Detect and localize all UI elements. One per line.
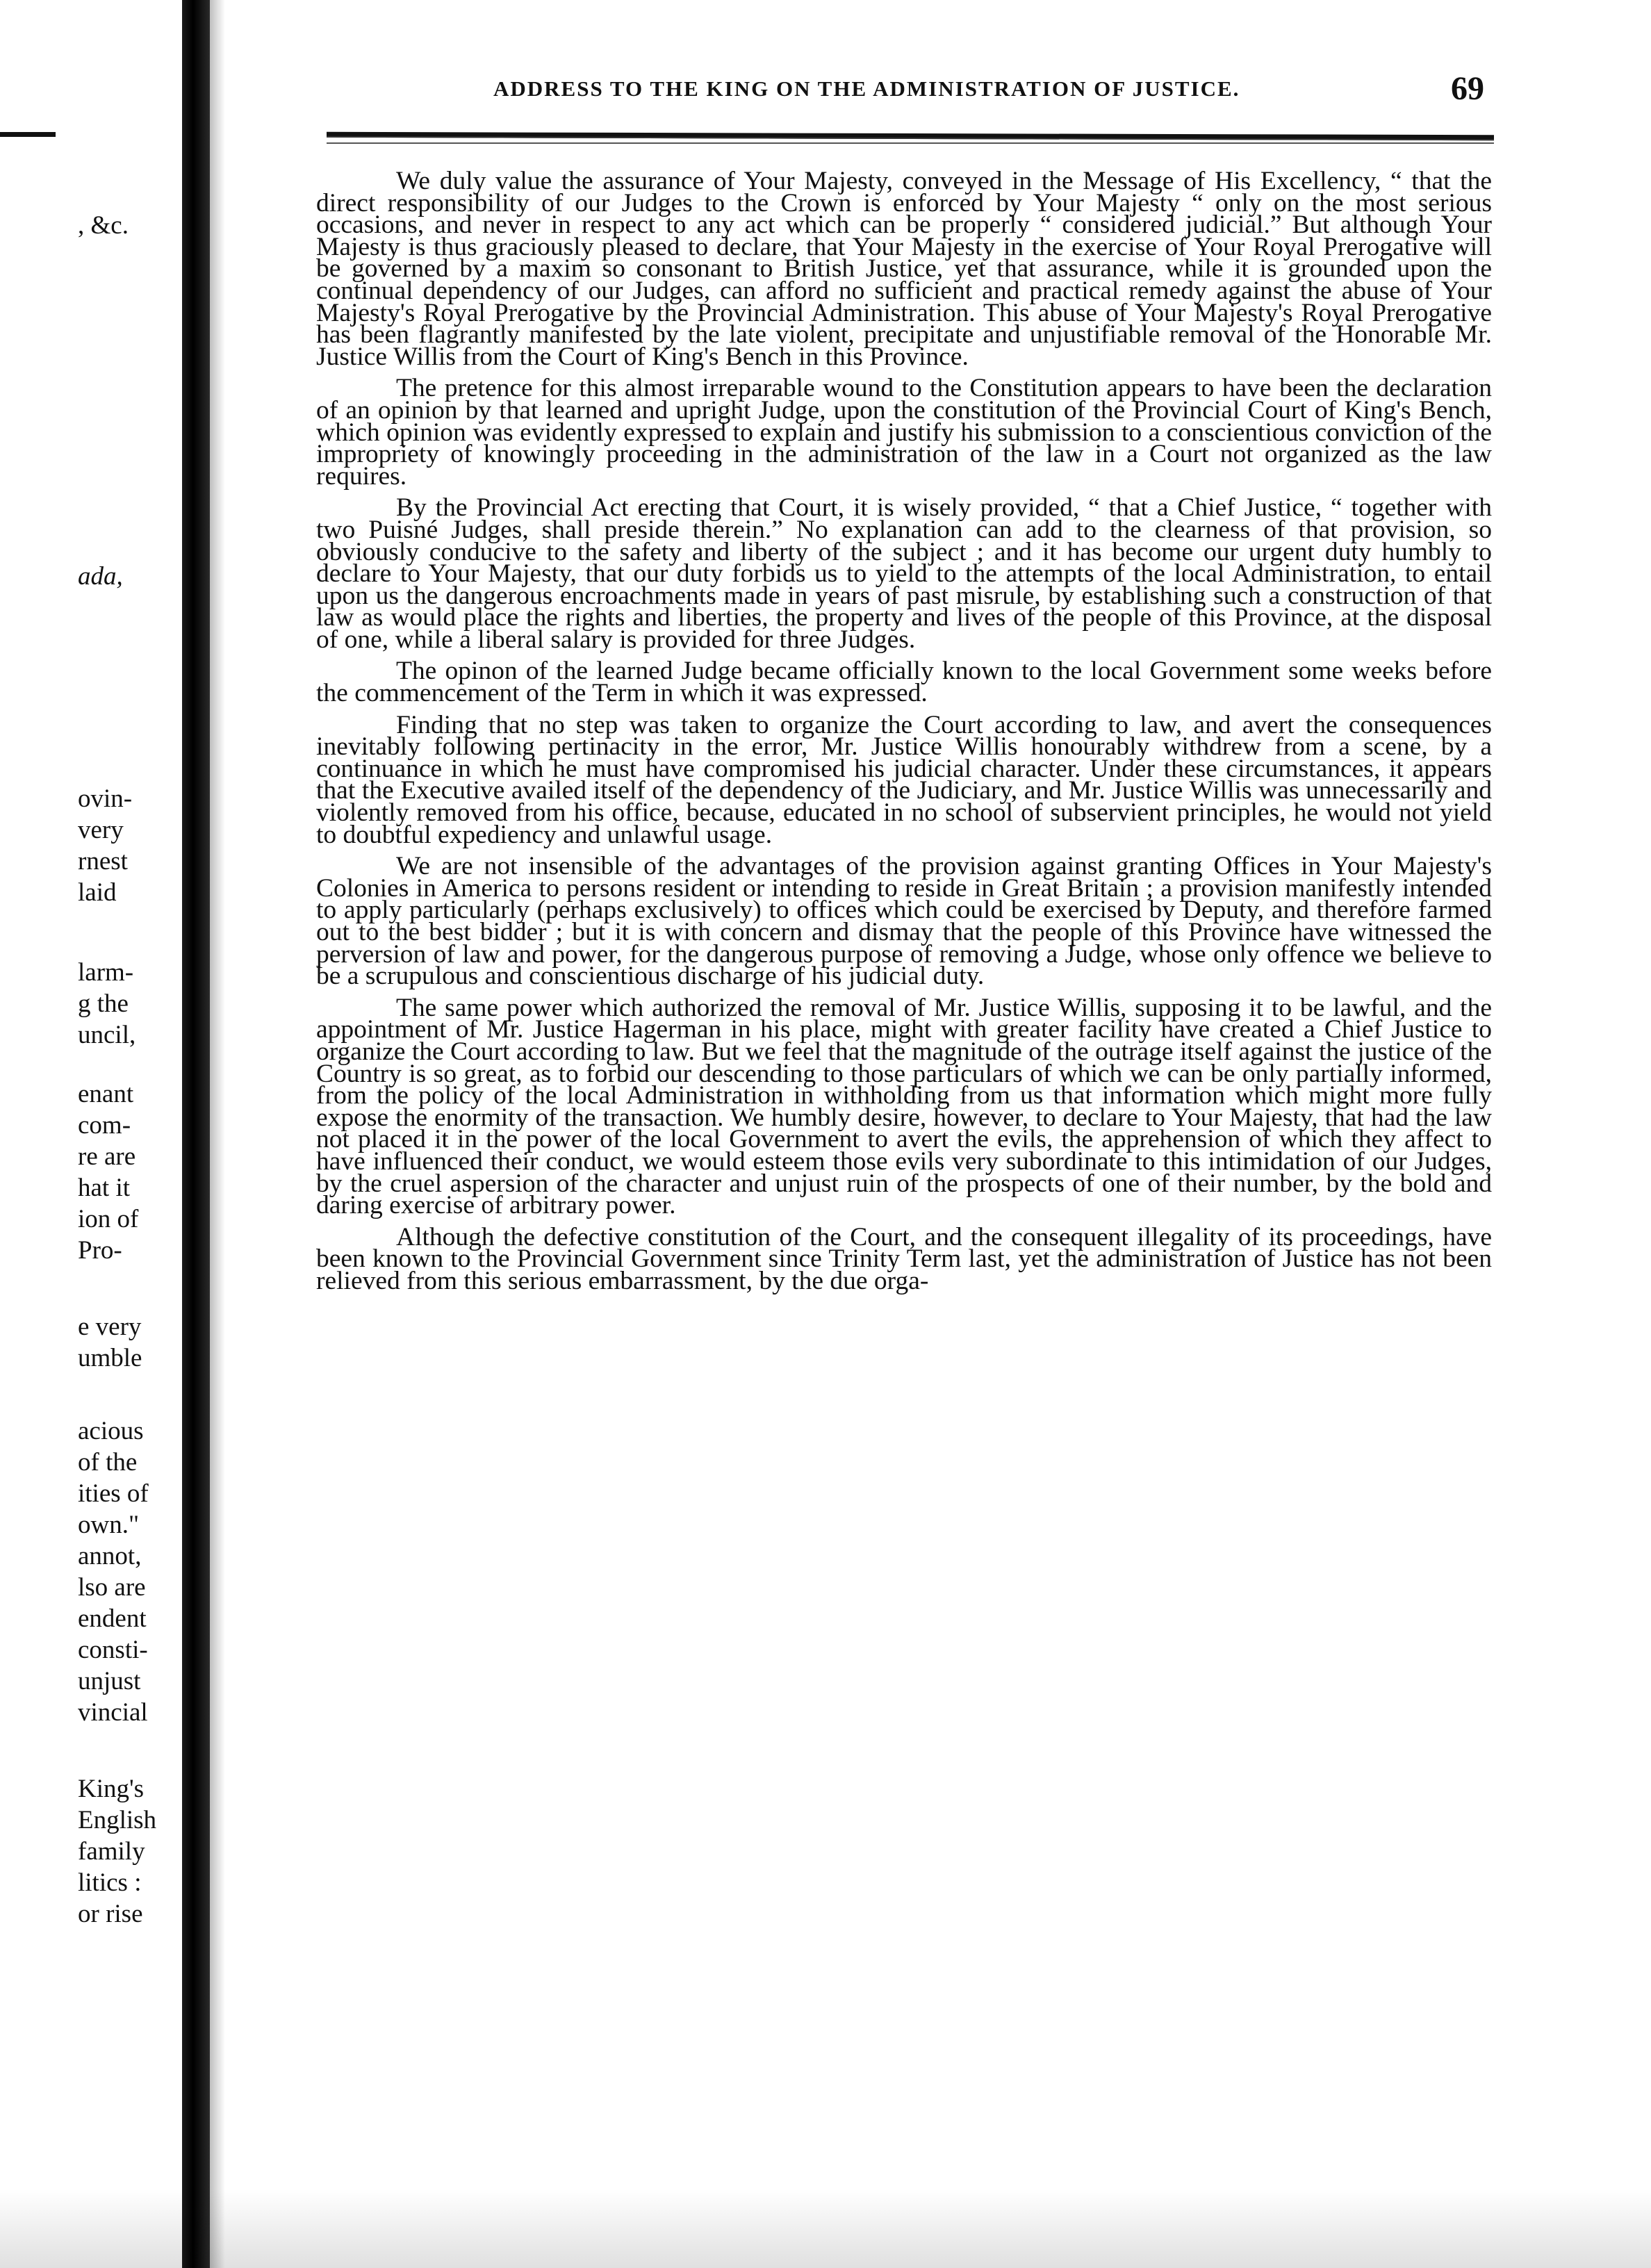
header-rule (327, 132, 1494, 140)
paragraph-7: The same power which authorized the removal of Mr. Justice Willis, supposing it to be lawful, and the appointment of Mr. Justice Hagerman in his place, might with greater facility have created a Chief Justice to organize the Court according to law. But we feel that the magnitude of the outrage itself against the justice of the Country is so great, as to forbid our descending to those particulars of which we can be only partially informed, from the policy of the local Administration in withholding from us that information which might more fully expose the enormity of the transaction. We humbly desire, however, to declare to Your Majesty, that had the law not placed it in the power of the local Government to avert the evils, the apprehension of which they affect to have influenced their conduct, we would esteem those evils very subordinate to this intimidation of our Judges, by the cruel aspersion of the character and unjust ruin of the prospects of one of their number, by the bold and daring exercise of arbitrary power. (316, 993, 1492, 1220)
facing-page-line: litics : (78, 1868, 142, 1897)
paragraph-4: The opinon of the learned Judge became officially known to the local Government some weeks before the commencement of the Term in which it was expressed. (316, 657, 1492, 708)
facing-page-line: own." (78, 1511, 140, 1539)
document-page (229, 0, 1651, 2268)
paragraph-1: We duly value the assurance of Your Majesty, conveyed in the Message of His Excellency, “ that the direct responsibility of our Judges to the Crown is enforced by Your Majesty “ only on the most serious occasions, and never in respect to any act which can be properly “ considered judicial.” But although Your Majesty is thus graciously pleased to declare, that Your Majesty in the exercise of Your Royal Prerogative will be governed by a maxim so consonant to British Justice, yet that assurance, while it is grounded upon the continual dependency of our Judges, can afford no sufficient and practical remedy against the abuse of Your Majesty's Royal Prerogative by the Provincial Administration. This abuse of Your Majesty's Royal Prerogative has been flagrantly manifested by the late violent, precipitate and unjustifiable removal of the Honorable Mr. Justice Willis from the Court of King's Bench in this Province. (316, 167, 1492, 371)
paragraph-3: By the Provincial Act erecting that Court, it is wisely provided, “ that a Chief Justice, “ together with two Puisné Judges, shall preside therein.” No explanation can add to the clearness of that provision, so obviously conducive to the safety and liberty of the subject ; and it has become our urgent duty humbly to declare to Your Majesty, that our duty forbids us to yield to the attempts of the local Administration, to entail upon us the dangerous encroachments made in years of past misrule, by establishing such a construction of that law as would place the rights and liberties, the property and lives of the people of this Province, at the disposal of one, while a liberal salary is provided for three Judges. (316, 493, 1492, 654)
header-rule-thin (327, 142, 1494, 144)
facing-page-line: ovin- (78, 784, 133, 813)
facing-page-line: vincial (78, 1698, 148, 1727)
facing-page-line: family (78, 1837, 145, 1866)
facing-page-fragment (0, 0, 182, 2268)
facing-page-rule (0, 132, 56, 137)
facing-page-line: of the (78, 1448, 138, 1477)
facing-page-line: very (78, 816, 124, 844)
facing-page-line: ada, (78, 562, 123, 591)
facing-page-line: com- (78, 1111, 131, 1140)
paragraph-8: Although the defective constitution of the Court, and the consequent illegality of its proceedings, have been known to the Provincial Government since Trinity Term last, yet the administration of Justice has not been relieved from this serious embarrassment, by the due orga- (316, 1222, 1492, 1295)
facing-page-line: King's (78, 1775, 145, 1803)
facing-page-line: uncil, (78, 1021, 136, 1049)
facing-page-line: umble (78, 1344, 142, 1372)
facing-page-line: e very (78, 1313, 142, 1341)
facing-page-line: ities of (78, 1479, 149, 1508)
facing-page-line: English (78, 1806, 157, 1834)
paragraph-6: We are not insensible of the advantages of the provision against granting Offices in Your Majesty's Colonies in America to persons resident or intending to reside in Great Britain ; a provision manifestly intended to apply particularly (perhaps exclusively) to offices which could be exercised by Deputy, and therefore farmed out to the best bidder ; but it is with concern and dismay that the people of this Province have witnessed the perversion of law and power, for the dangerous purpose of removing a Judge, whose only offence we believe to be a scrupulous and conscientious discharge of his judicial duty. (316, 852, 1492, 991)
running-title: ADDRESS TO THE KING ON THE ADMINISTRATION OF JUSTICE. (493, 76, 1240, 101)
facing-page-line: rnest (78, 847, 128, 876)
facing-page-line: Pro- (78, 1236, 122, 1265)
facing-page-line: hat it (78, 1174, 131, 1202)
paragraph-5: Finding that no step was taken to organize the Court according to law, and avert the consequences inevitably following pertinacity in the error, Mr. Justice Willis honourably withdrew from a scene, by a continuance in which he must have compromised his judicial character. Under these circumstances, it appears that the Executive availed itself of the dependency of the Judiciary, and Mr. Justice Willis was unnecessarily and violently removed from his office, because, educated in no school of subservient principles, he would not yield to doubtful expediency and unlawful usage. (316, 710, 1492, 849)
gutter-shadow (210, 0, 225, 2268)
page-number: 69 (1451, 70, 1484, 107)
binding-gutter (182, 0, 210, 2268)
facing-page-line: consti- (78, 1636, 148, 1664)
facing-page-line: endent (78, 1604, 147, 1633)
facing-page-line: lso are (78, 1573, 146, 1602)
body-text (316, 167, 1492, 1302)
facing-page-line: g the (78, 989, 129, 1018)
facing-page-line: or rise (78, 1900, 143, 1928)
facing-page-line: annot, (78, 1542, 142, 1570)
page-bottom-shade (0, 2189, 1651, 2268)
facing-page-line: ion of (78, 1205, 139, 1233)
facing-page-line: , &c. (78, 211, 129, 240)
facing-page-line: enant (78, 1080, 134, 1108)
facing-page-line: unjust (78, 1667, 141, 1695)
facing-page-line: laid (78, 878, 117, 907)
facing-page-line: larm- (78, 958, 134, 987)
paragraph-2: The pretence for this almost irreparable wound to the Constitution appears to have been the declaration of an opinion by that learned and upright Judge, upon the constitution of the Provincial Court of King's Bench, which opinion was evidently expressed to explain and justify his submission to a conscientious conviction of the impropriety of knowingly proceeding in the administration of the law in a Court not organized as the law requires. (316, 374, 1492, 491)
facing-page-line: re are (78, 1142, 136, 1171)
facing-page-line: acious (78, 1417, 144, 1445)
